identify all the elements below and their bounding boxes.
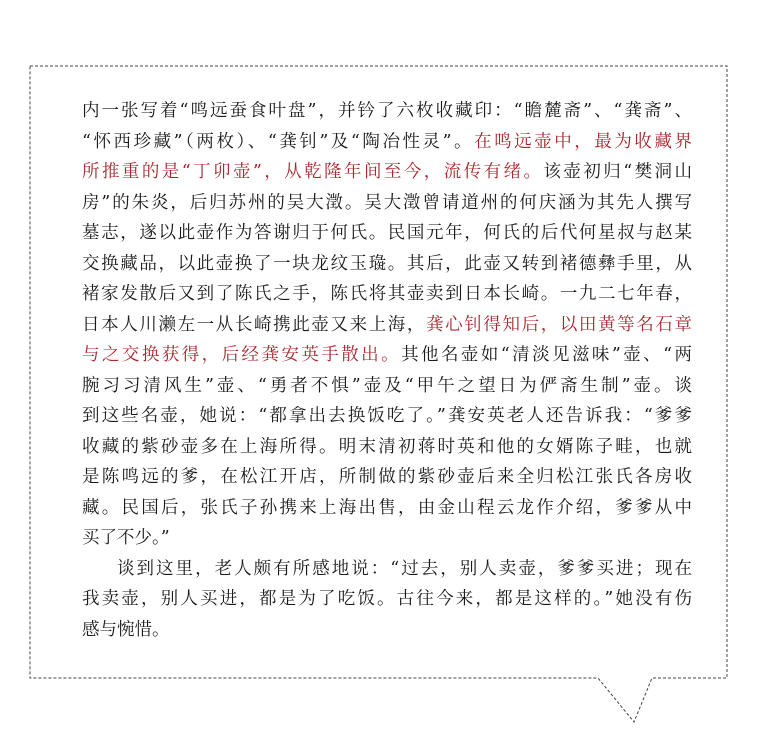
body-text: 到这些名壶，她说：“都拿出去换饭吃了。”龚安英老人还告诉我：“爹爹 (82, 406, 692, 426)
text-line (82, 188, 692, 219)
body-text: 我卖壶，别人买进，都是为了吃饭。古往今来，都是这样的。”她没有伤 (82, 589, 692, 609)
body-text: 谈到这里，老人颇有所感地说：“过去，别人卖壶，爹爹买进；现在 (117, 558, 692, 579)
highlighted-text: 龚心钊得知后，以田黄等名石章 (426, 314, 692, 335)
text-line (82, 96, 692, 127)
text-line (82, 554, 692, 585)
text-line (82, 218, 692, 249)
body-text: 买了不少。” (82, 528, 170, 548)
body-text: 褚家发散后又到了陈氏之手，陈氏将其壶卖到日本长崎。一九二七年春， (82, 284, 692, 304)
highlighted-text: 在鸣远壶中，最为收藏界 (474, 131, 692, 152)
body-text: “怀西珍藏”（两枚）、“龚钊”及“陶冶性灵”。 (82, 131, 475, 152)
text-line (82, 523, 692, 554)
text-line (82, 401, 692, 432)
body-text: 是陈鸣远的爹，在松江开店，所制做的紫砂壶后来全归松江张氏各房收 (82, 467, 692, 487)
text-line (82, 493, 692, 524)
body-text: 该壶初归“樊洞山 (543, 162, 692, 182)
text-line (82, 340, 692, 371)
body-text: 日本人川濑左一从长崎携此壶又来上海， (82, 314, 427, 335)
text-line (82, 584, 692, 615)
text-line (82, 310, 692, 341)
body-text: 房”的朱炎，后归苏州的吴大澂。吴大澂曾请道州的何庆涵为其先人撰写 (82, 192, 692, 213)
text-line (82, 371, 692, 402)
highlighted-text: 所推重的是“丁卯壶”，从乾隆年间至今，流传有绪。 (82, 162, 544, 182)
body-text: 内一张写着“鸣远蚕食叶盘”，并钤了六枚收藏印：“瞻麓斋”、“龚斋”、 (82, 101, 692, 121)
body-text: 感与惋惜。 (82, 619, 170, 640)
text-line (82, 462, 692, 493)
text-line (82, 127, 692, 158)
body-text: 腕习习清风生”壶、“勇者不惧”壶及“甲午之望日为俨斋生制”壶。谈 (82, 375, 692, 396)
text-line (82, 249, 692, 280)
article-text (82, 96, 692, 645)
highlighted-text: 与之交换获得，后经龚安英手散出。 (82, 345, 402, 365)
text-line (82, 279, 692, 310)
body-text: 墓志，遂以此壶作为答谢归于何氏。民国元年，何氏的后代何星叔与赵某 (82, 223, 692, 243)
text-line (82, 157, 692, 188)
text-line (82, 615, 692, 646)
body-text: 收藏的紫砂壶多在上海所得。明末清初蒋时英和他的女婿陈子畦，也就 (82, 436, 692, 457)
body-text: 藏。民国后，张氏子孙携来上海出售，由金山程云龙作介绍，爹爹从中 (82, 497, 692, 518)
body-text: 其他名壶如“清淡见滋味”壶、“两 (401, 345, 693, 365)
text-line (82, 432, 692, 463)
body-text: 交换藏品，以此壶换了一块龙纹玉璏。其后，此壶又转到褚德彝手里，从 (82, 253, 692, 274)
